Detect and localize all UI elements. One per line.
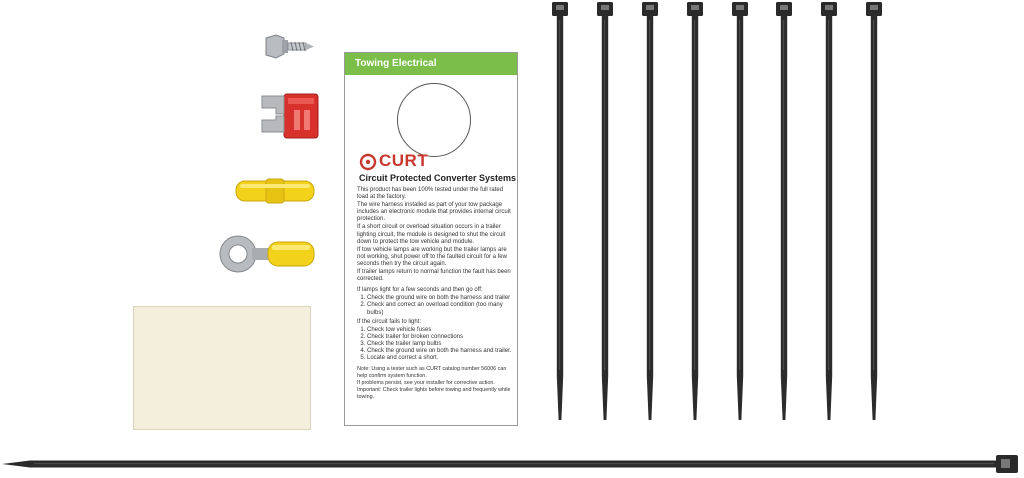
cable-ties-vertical [540, 0, 900, 430]
intro-paragraph: This product has been 100% tested under the full rated load at the factory. [357, 187, 504, 201]
section2-item: 5. Locate and correct a short. [367, 355, 513, 362]
section2-item: 1. Check tow vehicle fuses [367, 327, 513, 334]
cable-tie-icon [821, 2, 837, 420]
hang-hole [397, 83, 471, 157]
intro-paragraph: If tow vehicle lamps are working but the trailer lamps are not working, shut power off to the faulted circuit for a few seconds then try the circuit again. [357, 246, 507, 267]
tag-title: Circuit Protected Converter Systems [359, 173, 517, 183]
tag-header-label: Towing Electrical [355, 58, 437, 69]
cable-tie-icon [687, 2, 703, 420]
cable-tie-long-icon [0, 448, 1024, 478]
tag-body [357, 187, 513, 401]
brand-name: CURT [379, 151, 429, 170]
curt-logo-icon [359, 153, 377, 171]
screw-icon [262, 34, 318, 60]
section2-item: 2. Check trailer for broken connections [367, 334, 513, 341]
note: If problems persist, see your installer for corrective action. [357, 379, 495, 386]
note: Important: Check trailer lights before towing and frequently while towing. [357, 387, 511, 400]
intro-paragraph: If trailer lamps return to normal function the fault has been corrected. [357, 269, 511, 283]
section2-item: 4. Check the ground wire on both the harness and trailer. [367, 348, 513, 355]
cable-tie-icon [642, 2, 658, 420]
cable-tie-icon [552, 2, 568, 420]
adhesive-pad [133, 306, 311, 430]
fuse-icon [258, 90, 322, 148]
intro-paragraph: The wire harness installed as part of your tow package includes an electronic module that provides internal circuit protection. [357, 202, 511, 223]
cable-tie-icon [866, 2, 882, 420]
tag-header [345, 53, 517, 75]
section2-heading: If the circuit fails to light: [357, 318, 422, 325]
cable-tie-icon [597, 2, 613, 420]
intro-paragraph: If a short circuit or overload situation occurs in a trailer lighting circuit, the module is designed to shut the circuit down to protect the tow vehicle and module. [357, 224, 506, 245]
cable-tie-icon [732, 2, 748, 420]
cable-tie-icon [776, 2, 792, 420]
ring-terminal-icon [214, 228, 318, 282]
butt-connector-icon [232, 176, 318, 206]
section1-heading: If lamps light for a few seconds and then go off: [357, 287, 483, 294]
note: Note: Using a tester such as CURT catalog number 56006 can help confirm system function. [357, 366, 507, 379]
section2-item: 3. Check the trailer lamp bulbs [367, 341, 513, 348]
section1-item: 2. Check and correct an overload condition (too many bulbs) [367, 302, 513, 316]
instruction-tag [344, 52, 518, 426]
section1-item: 1. Check the ground wire on both the harness and trailer [367, 295, 513, 302]
